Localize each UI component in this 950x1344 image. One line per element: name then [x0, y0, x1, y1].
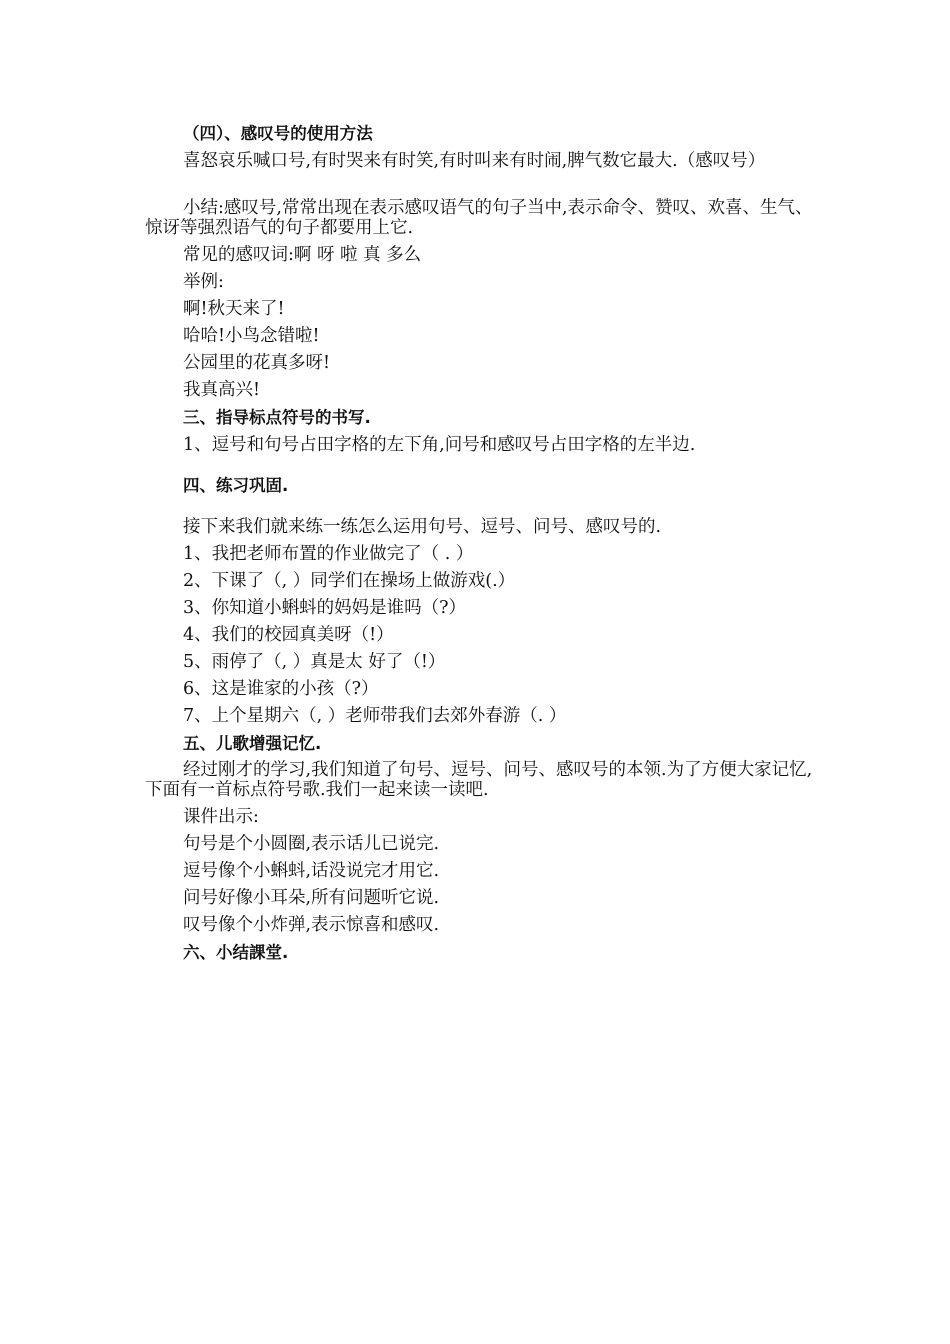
writing-guide-item: 1、逗号和句号占田字格的左下角,问号和感叹号占田字格的左半边.: [183, 435, 696, 455]
song-line: 问号好像小耳朵,所有问题听它说.: [183, 888, 440, 908]
song-line: 句号是个小圆圈,表示话儿已说完.: [183, 834, 440, 854]
exclamation-summary: 小结:感叹号,常常出现在表示感叹语气的句子当中,表示命令、赞叹、欢喜、生气、惊讶等强烈语气的句子都要用上它.: [145, 198, 813, 238]
exercise-line: 7、上个星期六（, ）老师带我们去郊外春游（. ）: [183, 706, 567, 726]
exclamation-heading: （四）、感叹号的使用方法: [183, 124, 373, 143]
exclamation-riddle: 喜怒哀乐喊口号,有时哭来有时笑,有时叫来有时闹,脾气数它最大.（感叹号）: [183, 151, 766, 171]
practice-intro: 接下来我们就来练一练怎么运用句号、逗号、问号、感叹号的.: [183, 517, 662, 537]
section-five-heading: 五、儿歌增强记忆.: [183, 734, 322, 753]
example-line: 公园里的花真多呀!: [183, 353, 331, 373]
exercise-line: 5、雨停了（, ）真是太 好了（!）: [183, 652, 446, 672]
song-line: 逗号像个小蝌蚪,话没说完才用它.: [183, 861, 440, 881]
exercise-line: 3、你知道小蝌蚪的妈妈是谁吗（?）: [183, 598, 467, 618]
section-four-heading: 四、练习巩固.: [183, 476, 289, 495]
courseware-label: 课件出示:: [183, 807, 259, 827]
example-line: 我真高兴!: [183, 380, 261, 400]
song-intro: 经过刚才的学习,我们知道了句号、逗号、问号、感叹号的本领.为了方便大家记忆,下面有一首标点符号歌.我们一起来读一读吧.: [145, 760, 813, 800]
exercise-line: 1、我把老师布置的作业做完了（ . ）: [183, 544, 474, 564]
examples-label: 举例:: [183, 272, 224, 292]
song-line: 叹号像个小炸弹,表示惊喜和感叹.: [183, 915, 440, 935]
example-line: 啊!秋天来了!: [183, 299, 285, 319]
section-six-heading: 六、小结課堂.: [183, 943, 289, 962]
exercise-line: 2、下课了（, ）同学们在操场上做游戏(.）: [183, 571, 516, 591]
common-exclamation-words: 常见的感叹词:啊 呀 啦 真 多么: [183, 245, 422, 265]
example-line: 哈哈!小鸟念错啦!: [183, 326, 320, 346]
exercise-line: 6、这是谁家的小孩（?）: [183, 679, 379, 699]
exercise-line: 4、我们的校园真美呀（!）: [183, 625, 394, 645]
section-three-heading: 三、指导标点符号的书写.: [183, 408, 371, 427]
